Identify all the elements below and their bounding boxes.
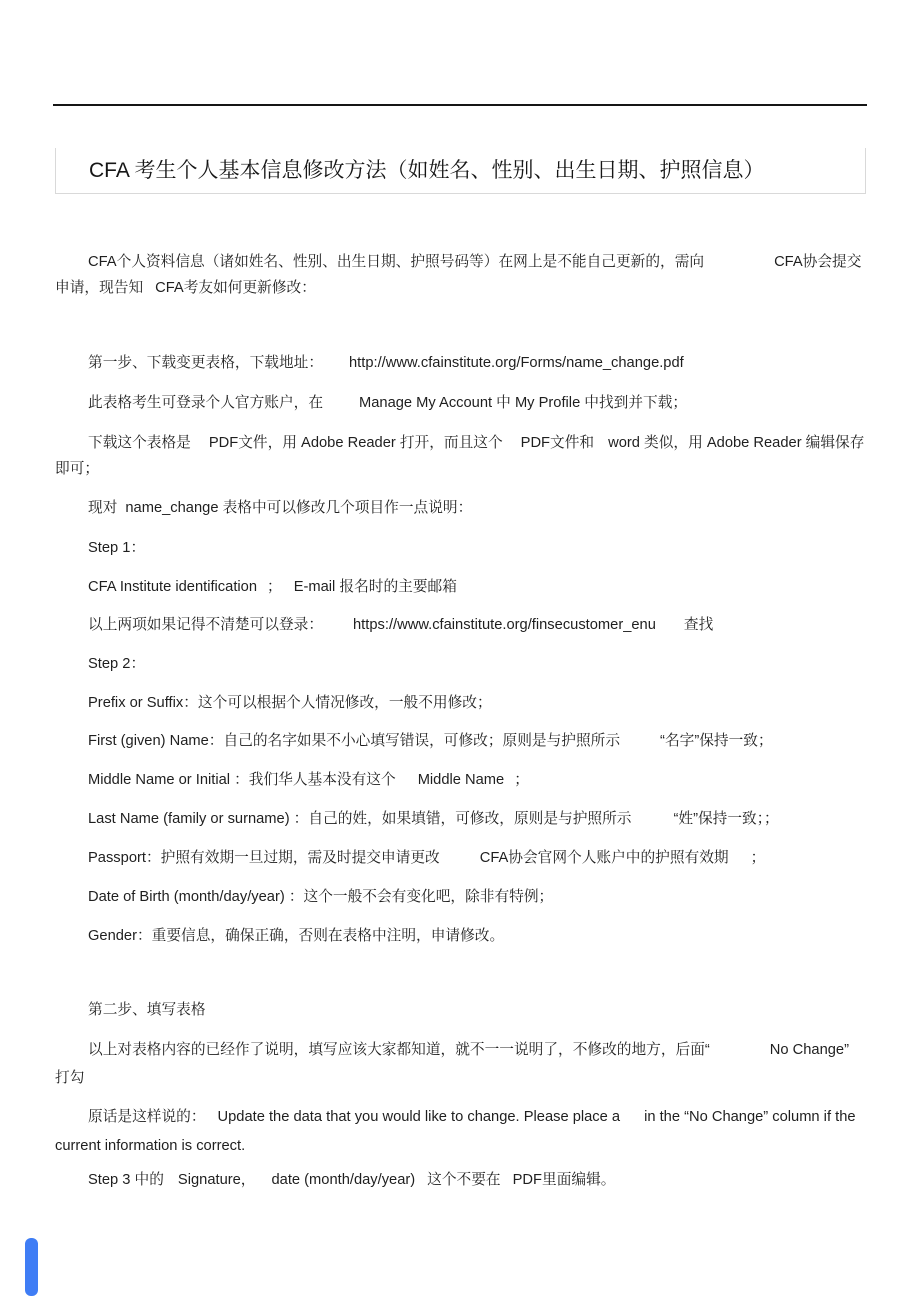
doc-line [88,926,504,946]
doc-line [55,1068,84,1088]
text-segment: ； [267,579,282,595]
doc-line [88,577,457,597]
text-segment: ； [514,772,529,788]
text-segment: Date of Birth (month/day/year) ：这个一般不会有变化吧，除非有特例； [88,889,554,905]
text-segment: Prefix or Suffix：这个可以根据个人情况修改，一般不用修改； [88,695,492,711]
text-segment: 下载这个表格是 [88,435,191,451]
text-segment: 这个不要在 [427,1172,501,1188]
doc-line [88,252,861,272]
text-segment: 以上对表格内容的已经作了说明，填写应该大家都知道，就不一一说明了，不修改的地方，后面“ [88,1042,710,1058]
text-segment: Passport：护照有效期一旦过期，需及时提交申请更改 [88,850,440,866]
doc-line [88,731,773,751]
title-box [55,148,866,194]
text-segment: PDF里面编辑。 [512,1172,616,1188]
text-segment: Signature， [177,1172,256,1188]
text-segment: 打勾 [55,1070,85,1086]
text-segment: Last Name (family or surname) ：自己的姓，如果填错，可修改，原则是与护照所示 [88,811,632,827]
text-segment: 现对 [88,500,118,516]
text-segment: E-mail 报名时的主要邮箱 [293,579,457,595]
text-segment: CFA个人资料信息（诸如姓名、性别、出生日期、护照号码等）在网上是不能自己更新的，需向 [88,254,705,270]
page-title: CFA 考生个人基本信息修改方法（如姓名、性别、出生日期、护照信息） [89,159,765,182]
text-segment: word 类似，用 Adobe Reader 编辑保存 [608,435,865,451]
doc-line [88,393,687,413]
text-segment: 原话是这样说的： [88,1109,206,1125]
doc-line [88,615,713,635]
text-segment: Step 2： [88,656,146,672]
text-segment: name_change 表格中可以修改几个项目作一点说明： [125,500,473,516]
text-segment: Gender：重要信息，确保正确，否则在表格中注明，申请修改。 [88,928,505,944]
text-segment: CFA协会官网个人账户中的护照有效期 [479,850,729,866]
doc-line [88,353,684,373]
scroll-indicator[interactable] [25,1238,38,1296]
text-segment: ； [750,850,766,866]
doc-line [88,887,553,907]
doc-line-step1 [88,538,145,558]
doc-line-step2 [88,654,145,674]
text-segment: current information is correct. [55,1138,246,1154]
text-segment: Step 1： [88,540,146,556]
doc-line [55,1136,245,1156]
text-segment: in the “No Change” column if the [644,1109,856,1125]
url-text: http://www.cfainstitute.org/Forms/name_change.pdf [349,355,684,371]
text-segment: Middle Name [417,772,505,788]
text-segment: Step 3 中的 [88,1172,164,1188]
text-segment: 第一步、下载变更表格，下载地址： [88,355,324,371]
text-segment: Manage My Account 中 My Profile 中找到并下载； [359,395,688,411]
doc-line [55,459,99,479]
text-segment: 此表格考生可登录个人官方账户，在 [88,395,324,411]
doc-line [88,848,765,868]
doc-line [88,693,492,713]
text-segment: 第二步、填写表格 [88,1002,206,1018]
text-segment: First (given) Name：自己的名字如果不小心填写错误，可修改；原则是与护照所示 [88,733,621,749]
doc-line [88,1040,849,1060]
doc-line [88,809,779,829]
top-horizontal-rule [53,104,867,106]
doc-line [88,498,472,518]
text-segment: CFA Institute identification [88,579,257,595]
doc-line-step-two-heading [88,1000,206,1020]
doc-line-step3 [88,1170,615,1190]
url-text: https://www.cfainstitute.org/finsecustomer_enu [353,617,656,633]
text-segment: 申请，现告知 [55,280,144,296]
text-segment: “姓”保持一致；； [673,811,779,827]
text-segment: CFA考友如何更新修改： [155,280,316,296]
doc-line [88,1107,856,1127]
text-segment: PDF文件和 [520,435,595,451]
doc-line [88,433,864,453]
text-segment: 查找 [683,617,714,633]
doc-line [88,770,529,790]
text-segment: PDF文件，用 Adobe Reader 打开，而且这个 [208,435,503,451]
text-segment: CFA协会提交 [774,254,862,270]
text-segment: Middle Name or Initial ：我们华人基本没有这个 [88,772,396,788]
text-segment: date (month/day/year) [271,1172,416,1188]
text-segment: “名字”保持一致； [660,733,773,749]
text-segment: No Change” [769,1042,849,1058]
text-segment: 即可； [55,461,100,477]
text-segment: 以上两项如果记得不清楚可以登录： [88,617,324,633]
text-segment: Update the data that you would like to change. Please place a [217,1109,621,1125]
doc-line [55,278,316,298]
